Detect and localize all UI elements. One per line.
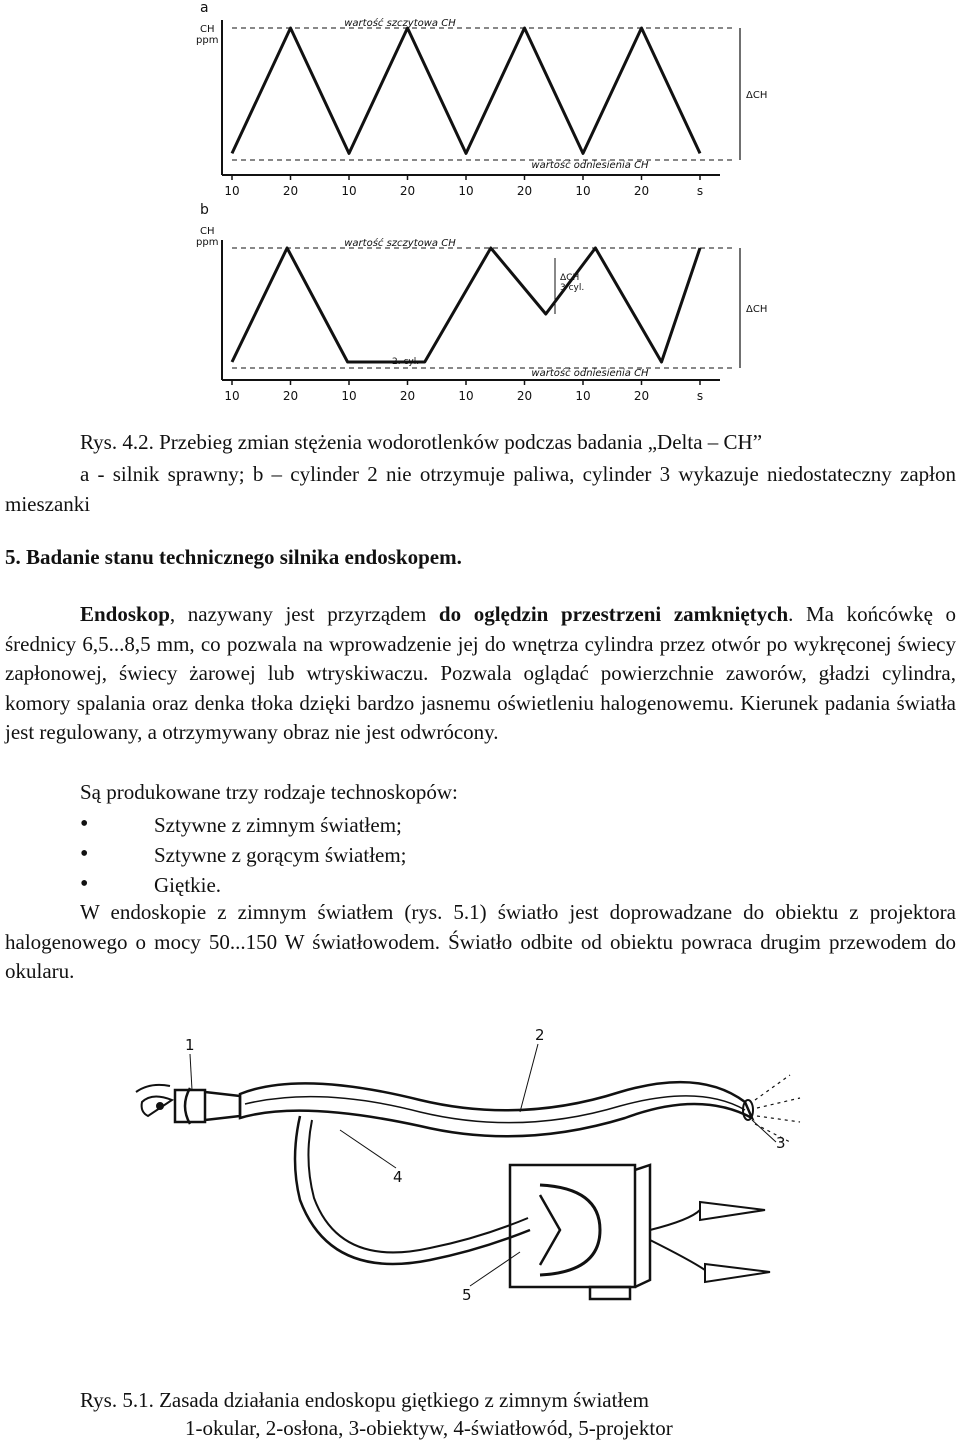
delta-annotation: ΔCH	[746, 90, 768, 101]
y-axis-unit: ppm	[196, 35, 219, 46]
delta3-annotation: ΔCH	[560, 273, 580, 283]
sheath	[240, 1082, 752, 1136]
label-3: 3	[776, 1134, 786, 1152]
list-item: • Sztywne z gorącym światłem;	[80, 840, 407, 870]
label-5: 5	[462, 1286, 472, 1304]
x-tick-label: 10	[224, 389, 240, 403]
x-tick-label: 20	[282, 184, 299, 198]
figure-caption-5-1-line1: Rys. 5.1. Zasada działania endoskopu giętkiego z zimnym światłem	[80, 1388, 649, 1412]
light-guide-inner	[308, 1120, 528, 1252]
para2-text: W endoskopie z zimnym światłem (rys. 5.1) światło jest doprowadzane do obiektu z projektora halogenowego o mocy 50...150 W światłowodem. Światło odbite od obiektu powraca drugim przewodem do okularu.	[5, 900, 956, 984]
y-axis-label: CH	[200, 24, 215, 35]
y-axis-label: CH	[200, 226, 215, 237]
x-tick-label: s	[696, 184, 704, 198]
endoscope-diagram	[0, 1020, 960, 1320]
paragraph-cold-light	[5, 898, 956, 987]
section-heading: 5. Badanie stanu technicznego silnika endoskopem.	[5, 545, 462, 569]
types-intro: Są produkowane trzy rodzaje technoskopów:	[80, 780, 458, 804]
figure-caption-4-2-line2	[5, 460, 956, 519]
x-tick-label: 10	[224, 184, 240, 198]
ch-charts	[0, 0, 960, 420]
label-leaders	[190, 1044, 776, 1286]
x-tick-label: 20	[516, 389, 533, 403]
x-tick-label: 20	[399, 184, 416, 198]
projector	[510, 1165, 650, 1299]
x-tick-label: 20	[516, 184, 533, 198]
power-clamps	[650, 1202, 770, 1282]
figure-caption-5-1-line2: 1-okular, 2-osłona, 3-obiektyw, 4-światłowód, 5-projektor	[185, 1416, 673, 1440]
term-endoskop: Endoskop	[80, 602, 170, 626]
caption-text: a - silnik sprawny; b – cylinder 2 nie otrzymuje paliwa, cylinder 3 wykazuje niedostateczny zapłon mieszanki	[5, 462, 956, 516]
x-tick-label: 20	[633, 389, 650, 403]
ref-annotation: wartość odniesienia CH	[531, 368, 649, 379]
panel-label: a	[200, 0, 209, 16]
x-tick-label: s	[696, 389, 704, 403]
list-item: • Sztywne z zimnym światłem;	[80, 810, 407, 840]
label-1: 1	[185, 1036, 195, 1054]
label-4: 4	[393, 1168, 403, 1186]
label-2: 2	[535, 1026, 545, 1044]
para1-rest: . Ma końcówkę o średnicy 6,5...8,5 mm, co pozwala na wprowadzenie jej do wnętrza cylindra przez otwór po wykręconej świecy zapłonowej, świecy żarowej lub wtryskiwaczu. Pozwala oglądać powierzchnie zaworów, gładzi cylindra, komory spalania oraz denka tłoka dzięki bardzo jasnemu oświetleniu halogenowemu. Kierunek padania światła jest regulowany, a otrzymywany obraz nie jest odwrócony.	[5, 602, 956, 745]
paragraph-endoscope	[5, 600, 956, 748]
figure-caption-4-2-line1: Rys. 4.2. Przebieg zmian stężenia wodorotlenków podczas badania „Delta – CH”	[80, 430, 763, 454]
x-tick-label: 10	[575, 184, 591, 198]
y-axis-unit: ppm	[196, 237, 219, 248]
chart-b	[196, 202, 767, 403]
light-rays	[755, 1075, 800, 1142]
x-tick-label: 10	[458, 184, 474, 198]
peak-annotation: wartość szczytowa CH	[344, 238, 456, 249]
list-item: • Giętkie.	[80, 870, 407, 900]
x-tick-label: 20	[633, 184, 650, 198]
cyl2-annotation: 2. cyl.	[392, 357, 420, 367]
chart-a	[196, 0, 767, 198]
x-tick-label: 10	[575, 389, 591, 403]
x-tick-label: 20	[399, 389, 416, 403]
x-tick-label: 10	[341, 389, 357, 403]
peak-annotation: wartość szczytowa CH	[344, 18, 456, 29]
para1-part1: , nazywany jest przyrządem	[169, 602, 439, 626]
x-tick-label: 20	[282, 389, 299, 403]
ch-series-line	[232, 28, 700, 153]
term-ogledziny: do oględzin przestrzeni zamkniętych	[438, 602, 789, 626]
ref-annotation: wartość odniesienia CH	[531, 160, 649, 171]
eyepiece	[175, 1088, 240, 1124]
x-tick-label: 10	[341, 184, 357, 198]
eye-icon	[136, 1085, 172, 1116]
light-guide	[295, 1116, 530, 1264]
types-list	[80, 810, 407, 900]
panel-label: b	[200, 202, 209, 218]
delta-annotation: ΔCH	[746, 304, 768, 315]
ch-series-line	[232, 248, 700, 362]
x-tick-label: 10	[458, 389, 474, 403]
delta3-cyl-annotation: 3 cyl.	[560, 283, 585, 293]
